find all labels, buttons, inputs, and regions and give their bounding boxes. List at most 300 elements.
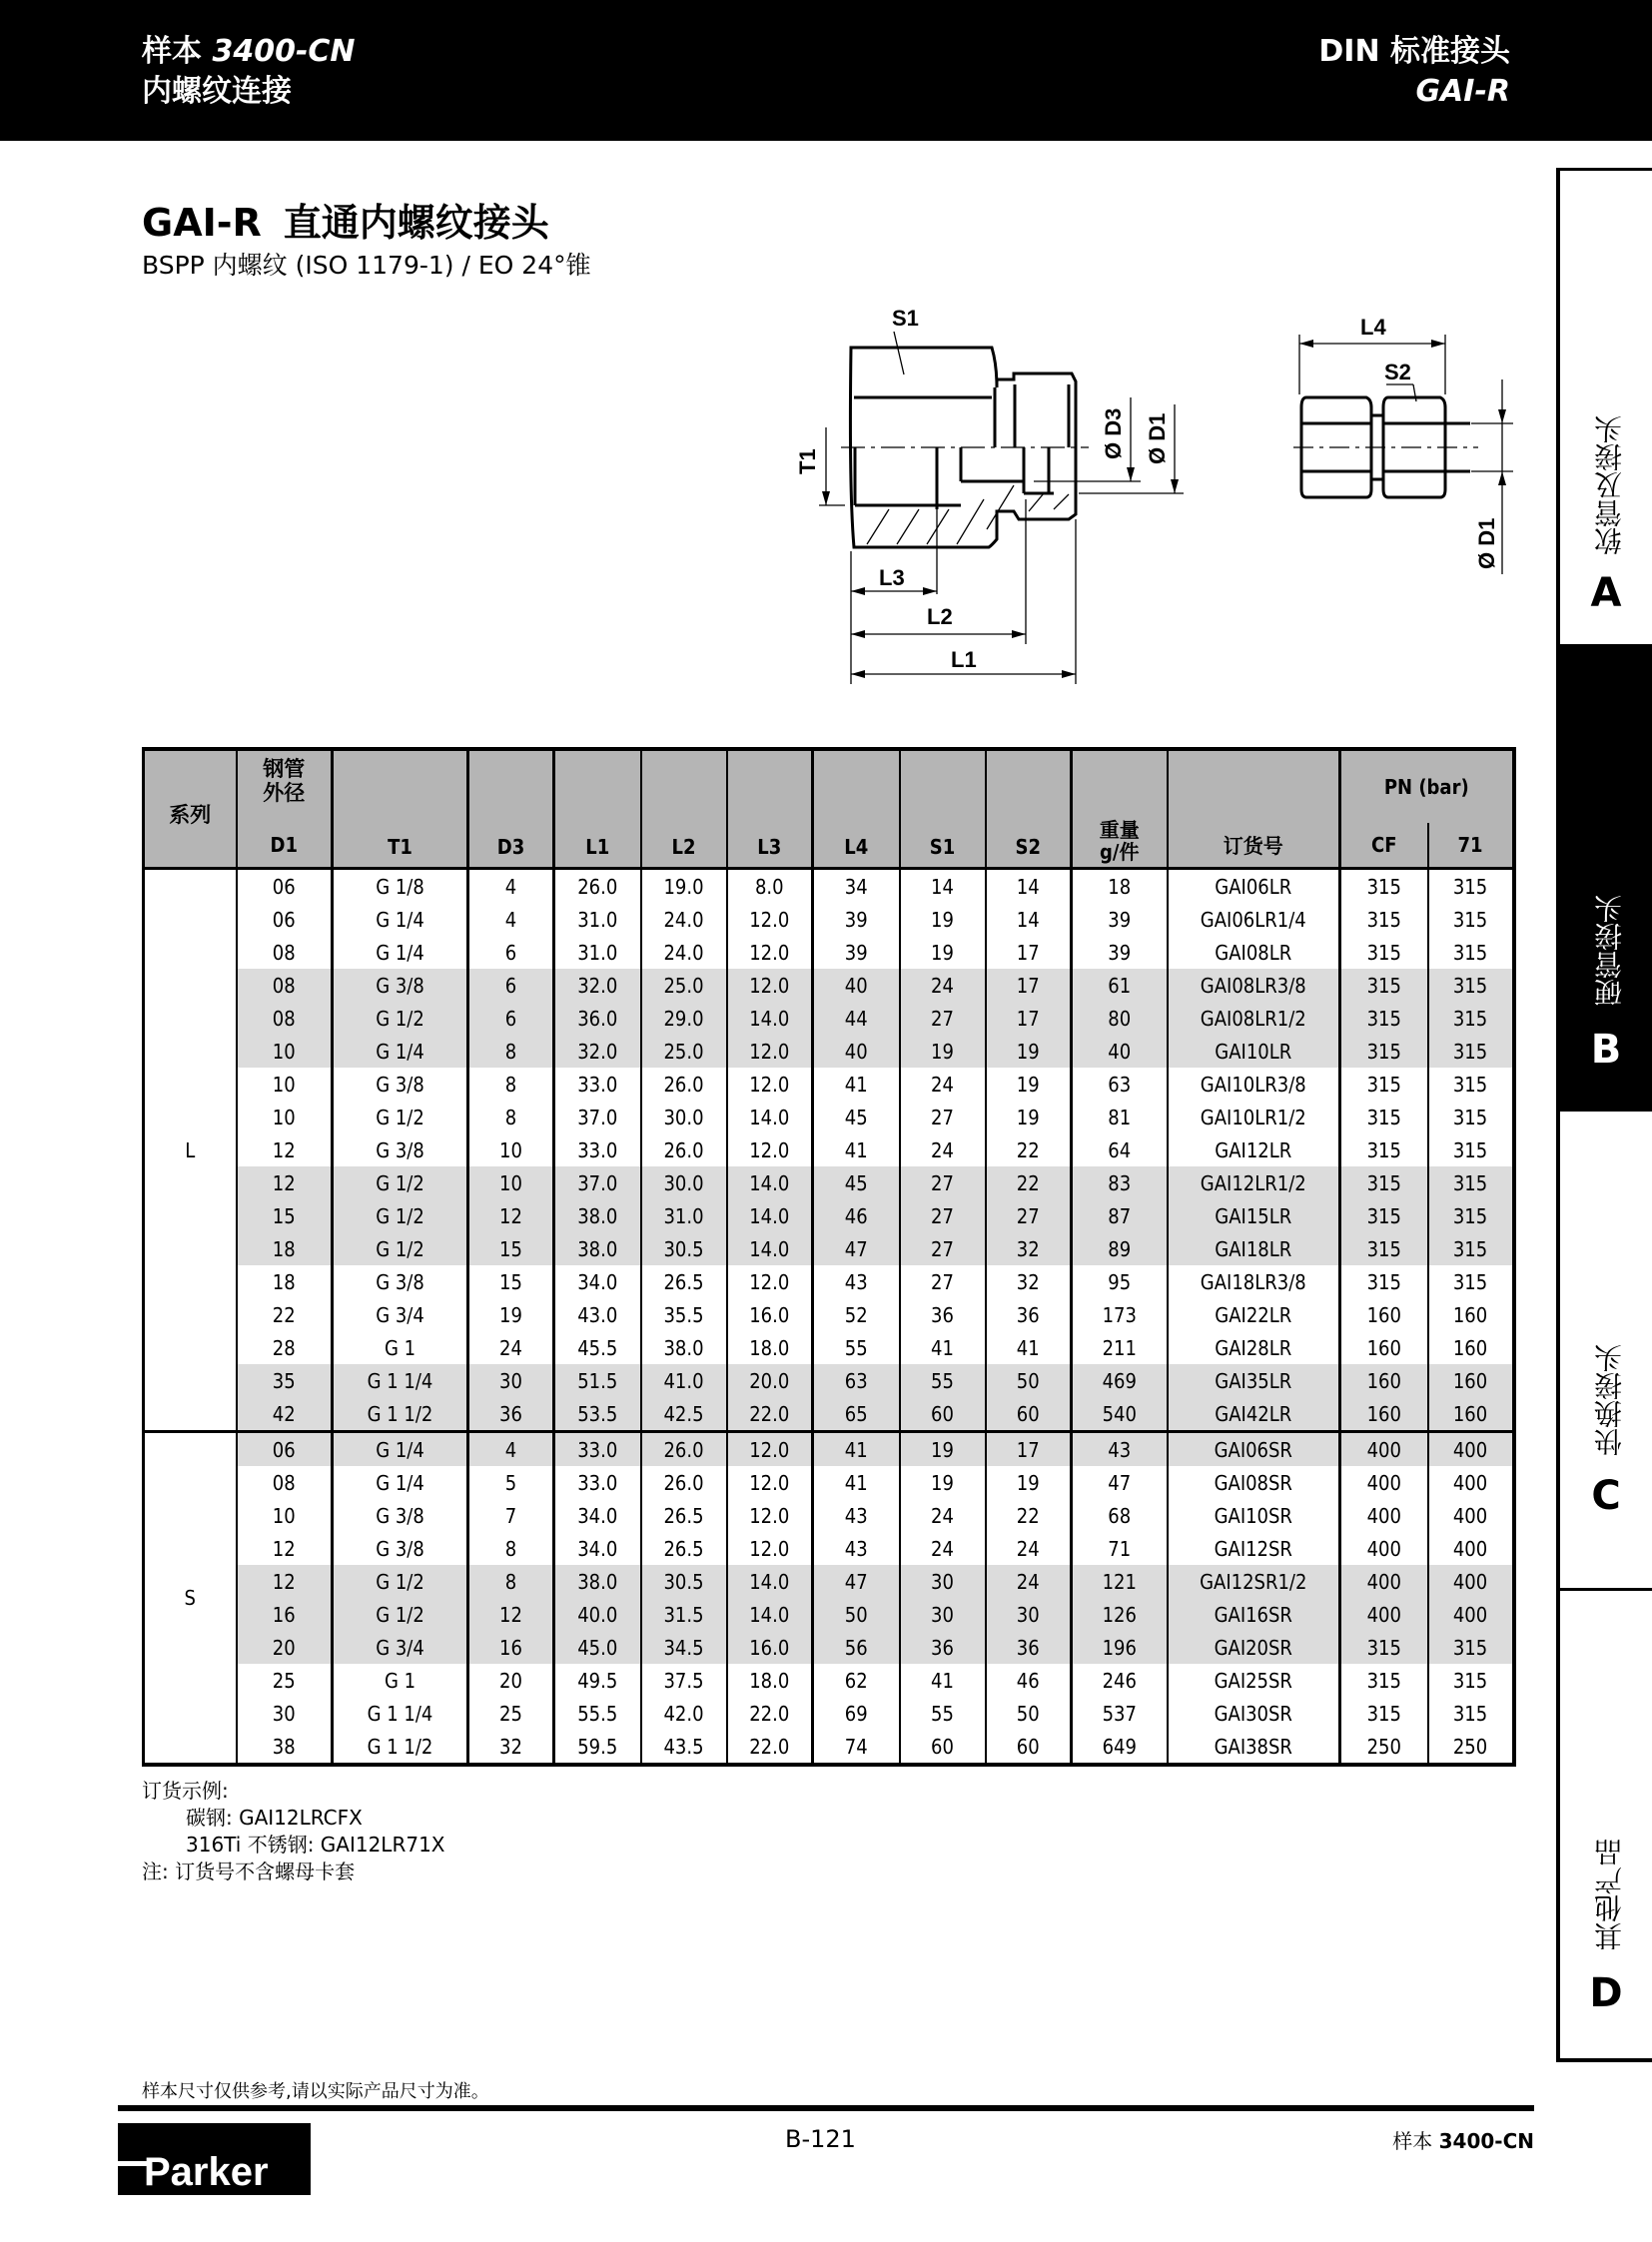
cell-l2: 25.0 [641,1035,727,1068]
cell-l4: 34 [813,869,900,904]
cell-l3: 18.0 [727,1664,813,1697]
header-product-code: GAI-R [1415,74,1510,109]
cell-s1: 55 [900,1364,986,1397]
footer-catalog-prefix: 样本 [1392,2129,1433,2153]
cell-s1: 41 [900,1664,986,1697]
cell-l3: 12.0 [727,1466,813,1499]
cell-s1: 19 [900,1432,986,1467]
header-category: DIN 标准接头 [1318,34,1510,69]
cell-m71: 160 [1428,1364,1514,1397]
cell-s2: 27 [986,1199,1072,1232]
cell-code: GAI18LR3/8 [1168,1265,1340,1298]
cell-l3: 14.0 [727,1166,813,1199]
cell-l2: 26.0 [641,1466,727,1499]
cell-code: GAI20SR [1168,1631,1340,1664]
tab-a-label: 软管及接头 [1593,415,1626,555]
header-s2: S2 [986,749,1072,869]
cell-l2: 30.0 [641,1166,727,1199]
cell-d3: 20 [468,1664,554,1697]
cell-l3: 14.0 [727,1199,813,1232]
cell-s2: 14 [986,903,1072,936]
cell-cf: 315 [1340,869,1428,904]
cell-t1: G 1 1/2 [333,1730,468,1765]
cell-cf: 400 [1340,1565,1428,1598]
footer-catalog [1392,2125,1534,2154]
cell-s2: 22 [986,1166,1072,1199]
cell-t1: G 1/4 [333,1432,468,1467]
cell-l3: 20.0 [727,1364,813,1397]
cell-code: GAI38SR [1168,1730,1340,1765]
cell-l1: 43.0 [554,1298,641,1331]
cell-d1: 30 [237,1697,333,1730]
cell-s2: 46 [986,1664,1072,1697]
cell-s1: 14 [900,869,986,904]
cell-l4: 45 [813,1166,900,1199]
tab-a[interactable] [1556,168,1652,644]
cell-cf: 315 [1340,936,1428,969]
table-row [144,1133,1514,1166]
label-t1: T1 [795,448,820,474]
cell-d1: 12 [237,1133,333,1166]
table-row [144,1364,1514,1397]
cell-l3: 12.0 [727,1068,813,1101]
cell-s1: 27 [900,1101,986,1133]
cell-s1: 19 [900,1466,986,1499]
cell-t1: G 3/4 [333,1298,468,1331]
cell-d3: 30 [468,1364,554,1397]
table-row [144,1664,1514,1697]
header-tube-od [237,749,333,823]
cell-t1: G 1 1/4 [333,1697,468,1730]
cell-m71: 315 [1428,1068,1514,1101]
table-row [144,1199,1514,1232]
cell-l1: 31.0 [554,903,641,936]
cell-l3: 18.0 [727,1331,813,1364]
logo-text: Parker [144,2150,269,2194]
cell-s2: 17 [986,1432,1072,1467]
cell-cf: 400 [1340,1598,1428,1631]
cell-t1: G 3/8 [333,1265,468,1298]
cell-s1: 24 [900,1133,986,1166]
product-code: GAI-R [142,201,262,245]
cell-w: 87 [1072,1199,1168,1232]
cell-t1: G 1/2 [333,1598,468,1631]
cell-d3: 15 [468,1265,554,1298]
cell-s1: 36 [900,1298,986,1331]
cell-l3: 12.0 [727,903,813,936]
cell-w: 71 [1072,1532,1168,1565]
cell-code: GAI16SR [1168,1598,1340,1631]
cell-l4: 63 [813,1364,900,1397]
cell-d3: 4 [468,1432,554,1467]
cell-m71: 400 [1428,1499,1514,1532]
page-number: B-121 [785,2125,856,2153]
cell-l4: 69 [813,1697,900,1730]
label-d1: Ø D1 [1145,412,1170,464]
header-weight [1072,749,1168,869]
cell-cf: 400 [1340,1532,1428,1565]
cell-l3: 12.0 [727,1532,813,1565]
cell-l3: 12.0 [727,1499,813,1532]
cell-w: 537 [1072,1697,1168,1730]
cell-l1: 34.0 [554,1265,641,1298]
tab-c[interactable] [1556,1109,1652,1588]
cell-cf: 400 [1340,1432,1428,1467]
cell-l4: 41 [813,1432,900,1467]
cell-l2: 42.0 [641,1697,727,1730]
cell-l4: 43 [813,1265,900,1298]
cell-s1: 27 [900,1166,986,1199]
header-l3: L3 [727,749,813,869]
cell-d1: 18 [237,1265,333,1298]
cell-t1: G 1/4 [333,903,468,936]
cell-s2: 60 [986,1730,1072,1765]
cell-l1: 34.0 [554,1499,641,1532]
cell-w: 469 [1072,1364,1168,1397]
fitting-section-drawing [779,290,1199,689]
cell-d3: 8 [468,1532,554,1565]
cell-d1: 35 [237,1364,333,1397]
cell-s2: 24 [986,1532,1072,1565]
cell-d3: 15 [468,1232,554,1265]
cell-m71: 315 [1428,1664,1514,1697]
cell-s1: 27 [900,1265,986,1298]
cell-d1: 08 [237,1466,333,1499]
cell-l3: 12.0 [727,1035,813,1068]
cell-cf: 315 [1340,969,1428,1002]
cell-code: GAI18LR [1168,1232,1340,1265]
cell-w: 121 [1072,1565,1168,1598]
cell-l3: 12.0 [727,1265,813,1298]
cell-l2: 26.0 [641,1432,727,1467]
cell-w: 39 [1072,936,1168,969]
cell-l1: 33.0 [554,1068,641,1101]
header-t1: T1 [333,749,468,869]
cell-s2: 36 [986,1631,1072,1664]
cell-d1: 08 [237,1002,333,1035]
cell-l4: 55 [813,1331,900,1364]
notes-heading: 订货示例: [142,1779,229,1803]
cell-d1: 10 [237,1068,333,1101]
cell-l3: 16.0 [727,1631,813,1664]
cell-cf: 160 [1340,1364,1428,1397]
label-s1: S1 [892,306,919,331]
cell-t1: G 1 1/4 [333,1364,468,1397]
parker-logo [118,2123,311,2195]
cell-s2: 36 [986,1298,1072,1331]
cell-l1: 37.0 [554,1166,641,1199]
cell-t1: G 1/2 [333,1166,468,1199]
cell-l1: 55.5 [554,1697,641,1730]
cell-l4: 45 [813,1101,900,1133]
cell-t1: G 1/2 [333,1101,468,1133]
cell-s1: 36 [900,1631,986,1664]
cell-d3: 8 [468,1035,554,1068]
cell-t1: G 1/4 [333,936,468,969]
cell-l4: 46 [813,1199,900,1232]
cell-code: GAI10SR [1168,1499,1340,1532]
footer-rule [118,2105,1534,2111]
cell-l4: 40 [813,1035,900,1068]
cell-cf: 315 [1340,1068,1428,1101]
header-d3: D3 [468,749,554,869]
cell-l1: 38.0 [554,1232,641,1265]
cell-l3: 22.0 [727,1730,813,1765]
cell-s2: 41 [986,1331,1072,1364]
cell-w: 81 [1072,1101,1168,1133]
cell-w: 196 [1072,1631,1168,1664]
cell-cf: 160 [1340,1397,1428,1432]
cell-t1: G 1/2 [333,1199,468,1232]
cell-d3: 16 [468,1631,554,1664]
table-row [144,1432,1514,1467]
cell-l1: 40.0 [554,1598,641,1631]
cell-m71: 315 [1428,1166,1514,1199]
table-row [144,1166,1514,1199]
cell-s1: 27 [900,1232,986,1265]
cell-code: GAI08LR1/2 [1168,1002,1340,1035]
cell-l4: 62 [813,1664,900,1697]
cell-w: 649 [1072,1730,1168,1765]
cell-t1: G 1/2 [333,1565,468,1598]
cell-s2: 19 [986,1035,1072,1068]
label-s2: S2 [1384,360,1411,384]
cell-l4: 43 [813,1499,900,1532]
cell-cf: 315 [1340,1035,1428,1068]
cell-m71: 315 [1428,1697,1514,1730]
cell-cf: 160 [1340,1298,1428,1331]
cell-d3: 12 [468,1199,554,1232]
cell-d3: 36 [468,1397,554,1432]
cell-m71: 315 [1428,1002,1514,1035]
cell-code: GAI35LR [1168,1364,1340,1397]
cell-d1: 06 [237,903,333,936]
cell-t1: G 1 [333,1331,468,1364]
cell-d3: 10 [468,1133,554,1166]
cell-l4: 43 [813,1532,900,1565]
header-tube-od-line1: 钢管 [263,757,306,781]
cell-m71: 400 [1428,1565,1514,1598]
cell-cf: 315 [1340,1199,1428,1232]
cell-s2: 22 [986,1499,1072,1532]
cell-cf: 315 [1340,1133,1428,1166]
cell-cf: 160 [1340,1331,1428,1364]
cell-m71: 250 [1428,1730,1514,1765]
cell-d1: 18 [237,1232,333,1265]
cell-s1: 30 [900,1565,986,1598]
cell-l4: 44 [813,1002,900,1035]
table-row [144,1265,1514,1298]
tab-b-letter: B [1590,1027,1622,1073]
table-row [144,1397,1514,1432]
cell-l2: 38.0 [641,1331,727,1364]
fitting-side-view-drawing [1268,290,1538,589]
cell-m71: 400 [1428,1466,1514,1499]
cell-t1: G 1/2 [333,1232,468,1265]
table-row [144,1631,1514,1664]
table-row [144,1466,1514,1499]
cell-l4: 52 [813,1298,900,1331]
cell-m71: 315 [1428,869,1514,904]
cell-m71: 160 [1428,1298,1514,1331]
cell-cf: 315 [1340,1232,1428,1265]
cell-d3: 7 [468,1499,554,1532]
tab-d[interactable] [1556,1588,1652,2062]
product-name: 直通内螺纹接头 [283,201,549,245]
cell-l4: 39 [813,936,900,969]
table-row [144,1331,1514,1364]
cell-l3: 14.0 [727,1232,813,1265]
cell-l4: 40 [813,969,900,1002]
cell-d3: 19 [468,1298,554,1331]
cell-cf: 315 [1340,1002,1428,1035]
cell-w: 64 [1072,1133,1168,1166]
cell-t1: G 1/4 [333,1035,468,1068]
tab-a-letter: A [1590,570,1622,616]
cell-s2: 19 [986,1466,1072,1499]
cell-w: 43 [1072,1432,1168,1467]
cell-t1: G 3/8 [333,1133,468,1166]
cell-code: GAI06SR [1168,1432,1340,1467]
notes-carbon-steel: 碳钢: GAI12LRCFX [186,1806,363,1830]
cell-l2: 25.0 [641,969,727,1002]
cell-l4: 39 [813,903,900,936]
cell-l2: 30.0 [641,1101,727,1133]
cell-code: GAI25SR [1168,1664,1340,1697]
cell-s2: 30 [986,1598,1072,1631]
cell-code: GAI12SR1/2 [1168,1565,1340,1598]
cell-d3: 6 [468,969,554,1002]
cell-s2: 32 [986,1232,1072,1265]
label-l1: L1 [951,647,977,672]
cell-m71: 315 [1428,1199,1514,1232]
cell-m71: 315 [1428,1133,1514,1166]
cell-l1: 59.5 [554,1730,641,1765]
cell-l3: 12.0 [727,1133,813,1166]
cell-d1: 15 [237,1199,333,1232]
cell-t1: G 1/4 [333,1466,468,1499]
cell-l1: 33.0 [554,1133,641,1166]
cell-m71: 315 [1428,1101,1514,1133]
cell-m71: 400 [1428,1532,1514,1565]
cell-l1: 37.0 [554,1101,641,1133]
cell-t1: G 3/8 [333,969,468,1002]
header-s1: S1 [900,749,986,869]
header-pn: PN (bar) [1340,749,1514,823]
cell-d3: 4 [468,903,554,936]
header-cf: CF [1340,823,1428,869]
cell-l2: 26.5 [641,1265,727,1298]
cell-code: GAI10LR3/8 [1168,1068,1340,1101]
cell-cf: 315 [1340,1265,1428,1298]
header-l1: L1 [554,749,641,869]
cell-m71: 315 [1428,1265,1514,1298]
cell-l2: 42.5 [641,1397,727,1432]
cell-s1: 19 [900,936,986,969]
cell-s1: 24 [900,969,986,1002]
cell-w: 18 [1072,869,1168,904]
cell-cf: 315 [1340,1697,1428,1730]
header-catalog-code: 3400-CN [212,34,356,69]
cell-s1: 41 [900,1331,986,1364]
cell-d3: 10 [468,1166,554,1199]
label-l4: L4 [1360,315,1386,340]
cell-d3: 8 [468,1101,554,1133]
cell-s2: 60 [986,1397,1072,1432]
cell-t1: G 3/8 [333,1532,468,1565]
cell-d1: 10 [237,1035,333,1068]
cell-l1: 45.5 [554,1331,641,1364]
cell-cf: 400 [1340,1499,1428,1532]
label-l2: L2 [927,604,953,629]
header-71: 71 [1428,823,1514,869]
cell-l4: 65 [813,1397,900,1432]
cell-l4: 41 [813,1133,900,1166]
cell-l3: 14.0 [727,1598,813,1631]
table-row [144,936,1514,969]
tab-d-letter: D [1589,1970,1623,2016]
cell-w: 68 [1072,1499,1168,1532]
cell-l2: 43.5 [641,1730,727,1765]
cell-code: GAI12LR [1168,1133,1340,1166]
table-row [144,1068,1514,1101]
cell-code: GAI15LR [1168,1199,1340,1232]
cell-l4: 74 [813,1730,900,1765]
cell-l2: 24.0 [641,903,727,936]
tab-b[interactable] [1556,644,1652,1109]
cell-s2: 22 [986,1133,1072,1166]
cell-l1: 33.0 [554,1466,641,1499]
tab-d-label: 其他产品 [1593,1839,1626,1950]
cell-s1: 60 [900,1397,986,1432]
cell-l2: 19.0 [641,869,727,904]
cell-d1: 08 [237,969,333,1002]
cell-m71: 315 [1428,1035,1514,1068]
cell-code: GAI10LR1/2 [1168,1101,1340,1133]
cell-w: 211 [1072,1331,1168,1364]
cell-l2: 26.0 [641,1068,727,1101]
cell-l3: 22.0 [727,1697,813,1730]
cell-s2: 14 [986,869,1072,904]
cell-s2: 17 [986,1002,1072,1035]
cell-l1: 32.0 [554,1035,641,1068]
cell-code: GAI22LR [1168,1298,1340,1331]
order-notes [142,1778,445,1885]
cell-w: 95 [1072,1265,1168,1298]
page-header [0,0,1652,141]
cell-l1: 53.5 [554,1397,641,1432]
cell-l1: 45.0 [554,1631,641,1664]
cell-d1: 10 [237,1499,333,1532]
cell-l3: 8.0 [727,869,813,904]
header-weight-line2: g/件 [1100,840,1140,864]
cell-m71: 315 [1428,936,1514,969]
cell-cf: 400 [1340,1466,1428,1499]
cell-t1: G 1/8 [333,869,468,904]
cell-d1: 12 [237,1565,333,1598]
cell-m71: 160 [1428,1397,1514,1432]
header-section: 内螺纹连接 [142,74,292,109]
cell-cf: 315 [1340,903,1428,936]
cell-l2: 30.5 [641,1565,727,1598]
cell-code: GAI30SR [1168,1697,1340,1730]
cell-d3: 6 [468,1002,554,1035]
cell-l4: 56 [813,1631,900,1664]
cell-t1: G 1/2 [333,1002,468,1035]
cell-w: 89 [1072,1232,1168,1265]
cell-l2: 37.5 [641,1664,727,1697]
cell-s1: 24 [900,1532,986,1565]
